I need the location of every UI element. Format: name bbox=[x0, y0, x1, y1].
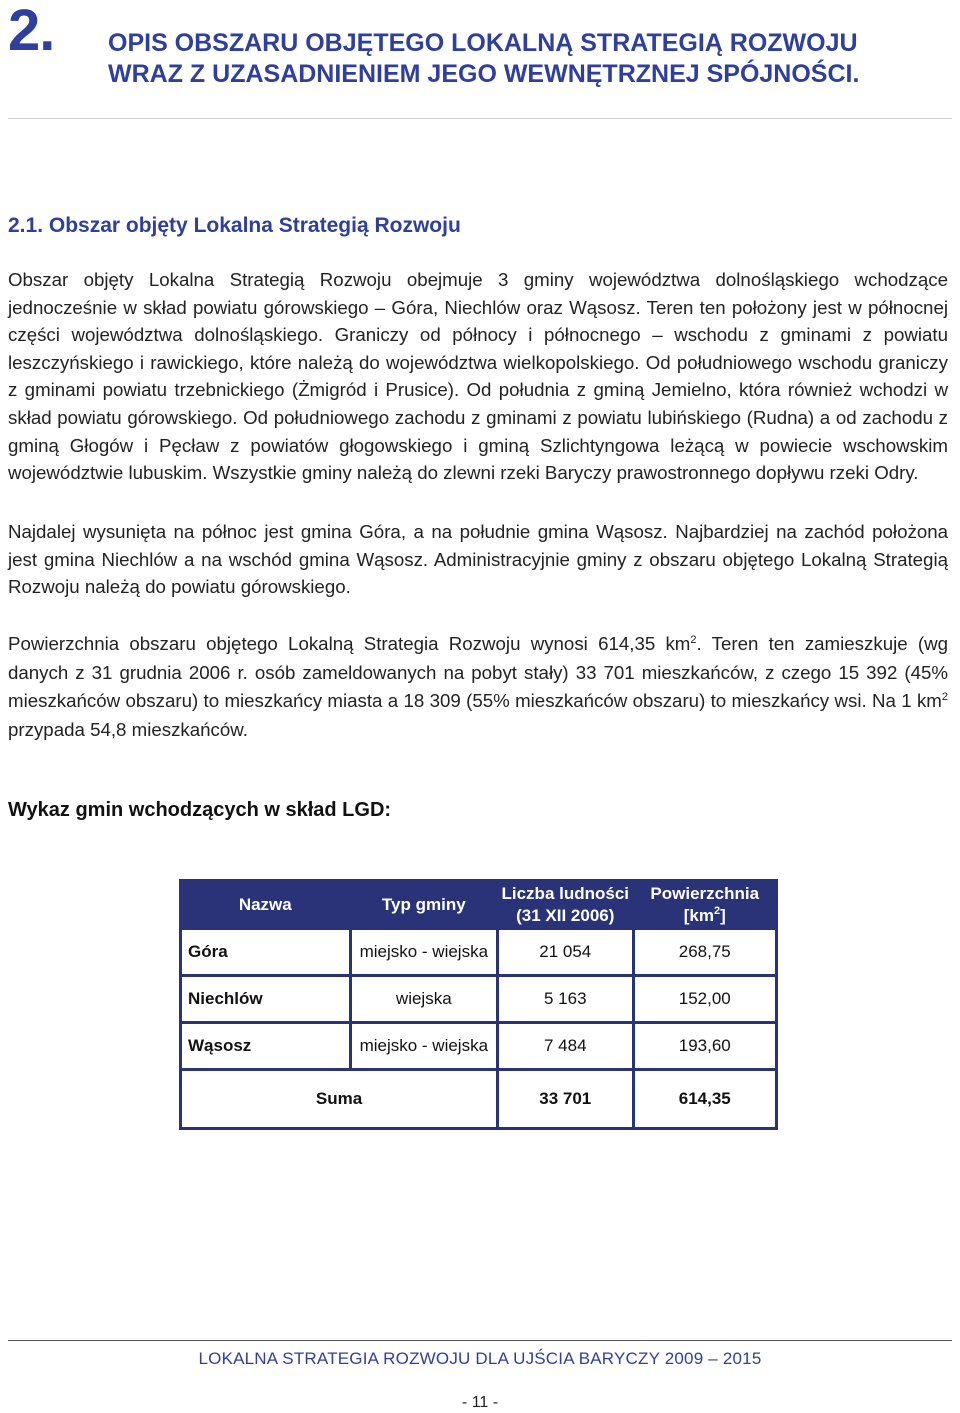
municipality-table bbox=[179, 879, 778, 1130]
footer-title: LOKALNA STRATEGIA ROZWOJU DLA UJŚCIA BARYCZY 2009 – 2015 bbox=[198, 1349, 762, 1368]
header-type: Typ gminy bbox=[352, 882, 496, 927]
table-header-row bbox=[182, 882, 775, 927]
header-area-line2b: ] bbox=[720, 905, 726, 925]
cell-population: 5 163 bbox=[499, 977, 631, 1021]
table-sum-row bbox=[182, 1071, 775, 1127]
sum-population: 33 701 bbox=[499, 1071, 631, 1127]
sum-area: 614,35 bbox=[635, 1071, 776, 1127]
paragraph-extent: Najdalej wysunięta na północ jest gmina Góra, a na południe gmina Wąsosz. Najbardziej na zachód położona jest gmina Niechlów a na wschód gmina Wąsosz. Administracyjnie gminy z obszaru objętego Lokalną Strategią Rozwoju należą do powiatu górowskiego. bbox=[8, 521, 948, 598]
header-area-line1: Powierzchnia bbox=[650, 883, 760, 903]
chapter-divider bbox=[8, 118, 952, 119]
cell-name: Niechlów bbox=[182, 977, 349, 1021]
paragraph-area-population bbox=[8, 630, 948, 744]
header-name: Nazwa bbox=[182, 882, 349, 927]
table-row bbox=[182, 930, 775, 974]
superscript: 2 bbox=[690, 634, 697, 646]
superscript: 2 bbox=[941, 691, 948, 703]
section-title: 2.1. Obszar objęty Lokalna Strategią Rozwoju bbox=[8, 214, 461, 237]
page-number: - 11 - bbox=[461, 1394, 499, 1411]
chapter-title: OPIS OBSZARU OBJĘTEGO LOKALNĄ STRATEGIĄ ROZWOJU WRAZ Z UZASADNIENIEM JEGO WEWNĘTRZNEJ SPÓJNOŚCI. bbox=[108, 29, 860, 88]
footer-divider bbox=[8, 1340, 952, 1341]
cell-name: Góra bbox=[182, 930, 349, 974]
paragraph-area-description: Obszar objęty Lokalna Strategią Rozwoju obejmuje 3 gminy województwa dolnośląskiego wchodzące jednocześnie w skład powiatu górowskiego – Góra, Niechlów oraz Wąsosz. Teren ten położony jest w północnej części województwa dolnośląskiego. Graniczy od północy i północnego – wschodu z gminami z powiatu leszczyńskiego i rawickiego, które należą do województwa wielkopolskiego. Od południowego wschodu graniczy z gminami powiatu trzebnickiego (Żmigród i Prusice). Od południa z gminą Jemielno, która również wchodzi w skład powiatu górowskiego. Od południowego zachodu z gminami z powiatu lubińskiego (Rudna) a od zachodu z gminą Głogów i Pęcław z powiatów głogowskiego i gminą Szlichtyngowa leżącą w powiecie wschowskim województwie lubuskim. Wszystkie gminy należą do zlewni rzeki Baryczy prawostronnego dopływu rzeki Odry. bbox=[8, 269, 948, 484]
municipality-list-heading: Wykaz gmin wchodzących w skład LGD: bbox=[8, 799, 392, 821]
table-row bbox=[182, 977, 775, 1021]
paragraph-text: przypada 54,8 mieszkańców. bbox=[8, 718, 248, 740]
cell-population: 21 054 bbox=[499, 930, 631, 974]
header-area bbox=[635, 882, 776, 927]
header-population-line2: (31 XII 2006) bbox=[516, 905, 615, 925]
superscript: 2 bbox=[713, 904, 721, 917]
paragraph-text: Powierzchnia obszaru objętego Lokalną Strategia Rozwoju wynosi 614,35 km bbox=[8, 633, 691, 654]
header-area-line2a: [km bbox=[683, 905, 714, 925]
cell-area: 193,60 bbox=[635, 1024, 776, 1068]
header-population-line1: Liczba ludności bbox=[501, 883, 630, 903]
cell-type: miejsko - wiejska bbox=[352, 930, 496, 974]
paragraph-text: . Teren ten zamieszkuje (wg danych z 31 grudnia 2006 r. osób zameldowanych na pobyt stały) 33 701 mieszkańców, z czego 15 392 (45% mieszkańców obszaru) to mieszkańcy miasta a 18 309 (55% mieszkańców obszaru) to mieszkańcy wsi. Na 1 km bbox=[8, 633, 948, 711]
cell-area: 268,75 bbox=[635, 930, 776, 974]
cell-population: 7 484 bbox=[499, 1024, 631, 1068]
chapter-number: 2. bbox=[8, 0, 55, 63]
cell-type: miejsko - wiejska bbox=[352, 1024, 496, 1068]
header-population bbox=[499, 882, 631, 927]
cell-name: Wąsosz bbox=[182, 1024, 349, 1068]
table-row bbox=[182, 1024, 775, 1068]
cell-area: 152,00 bbox=[635, 977, 776, 1021]
cell-type: wiejska bbox=[352, 977, 496, 1021]
sum-label: Suma bbox=[182, 1071, 496, 1127]
